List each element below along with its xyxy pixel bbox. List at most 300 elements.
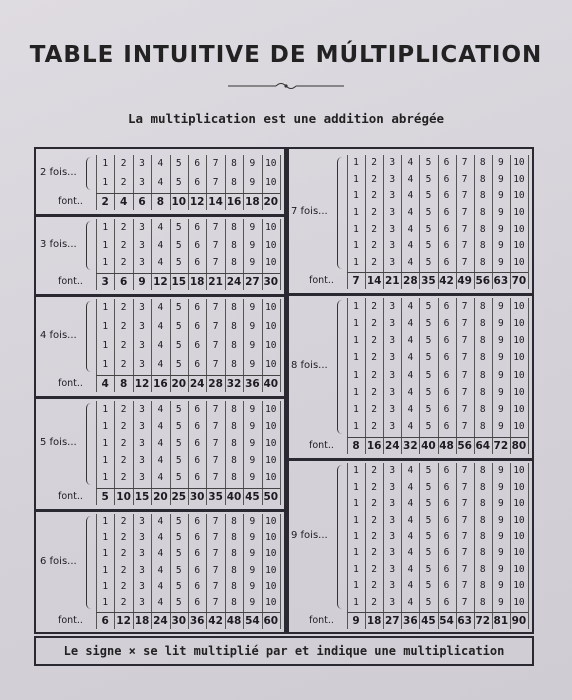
multiplicand-cell: 3	[389, 173, 396, 185]
multiplicand-cell: 2	[371, 563, 377, 575]
multiplicand-cell: 5	[175, 472, 182, 484]
product-cell: 30	[171, 615, 187, 627]
multiplicand-cell: 8	[231, 158, 237, 170]
product-cell: 40	[421, 440, 436, 452]
multiplicand-cell: 5	[175, 596, 182, 608]
product-cell: 48	[439, 440, 454, 452]
product-cell: 27	[245, 276, 260, 288]
multiplicand-cell: 1	[353, 335, 359, 347]
multiplicand-cell: 4	[407, 190, 414, 202]
multiplicand-cell: 3	[389, 256, 396, 268]
result-underline	[96, 273, 280, 274]
multiplicand-cell: 10	[265, 532, 277, 544]
multiplicand-cell: 10	[513, 317, 525, 329]
multiplicand-cell: 4	[157, 302, 164, 314]
multiplicand-cell: 9	[497, 404, 504, 416]
multiplicand-cell: 4	[407, 173, 414, 185]
multiplicand-cell: 7	[461, 465, 468, 477]
product-cell: 9	[138, 276, 146, 288]
multiplicand-cell: 5	[175, 438, 182, 449]
table-separator	[289, 293, 533, 296]
multiplicand-cell: 10	[265, 176, 277, 188]
multiplicand-cell: 3	[139, 532, 145, 544]
multiplicand-cell: 8	[231, 176, 237, 188]
multiplicand-cell: 10	[265, 339, 277, 351]
column-line	[528, 155, 529, 289]
multiplicand-cell: 9	[497, 596, 504, 608]
multiplicand-cell: 10	[513, 157, 525, 169]
multiplicand-cell: 9	[249, 516, 256, 528]
multiplicand-cell: 6	[194, 321, 201, 333]
product-cell: 72	[493, 440, 509, 452]
multiplicand-cell: 2	[120, 420, 127, 432]
multiplicand-cell: 6	[194, 532, 201, 544]
multiplicand-cell: 8	[479, 580, 486, 592]
multiplicand-cell: 2	[120, 564, 127, 576]
multiplicand-cell: 6	[194, 580, 201, 592]
product-cell: 10	[116, 491, 131, 503]
product-cell: 14	[366, 275, 382, 287]
multiplicand-cell: 4	[407, 240, 414, 252]
multiplicand-cell: 9	[497, 386, 504, 398]
multiplicand-cell: 1	[102, 403, 109, 415]
multiplicand-cell: 1	[353, 223, 359, 235]
multiplicand-cell: 6	[443, 335, 450, 347]
multiplicand-cell: 9	[249, 339, 256, 351]
multiplicand-cell: 4	[407, 547, 414, 559]
multiplicand-cell: 7	[212, 176, 219, 188]
multiplicand-cell: 9	[497, 173, 504, 185]
multiplicand-cell: 4	[157, 339, 164, 351]
multiplicand-cell: 7	[461, 514, 468, 526]
multiplicand-cell: 6	[194, 455, 201, 467]
multiplicand-cell: 4	[157, 596, 164, 608]
multiplicand-cell: 3	[139, 564, 145, 576]
multiplicand-cell: 1	[353, 596, 359, 608]
brace-icon	[86, 403, 91, 485]
multiplicand-cell: 2	[371, 481, 377, 493]
multiplicand-cell: 6	[194, 420, 201, 432]
multiplicand-cell: 4	[407, 421, 414, 433]
multiplicand-cell: 9	[249, 580, 256, 592]
multiplicand-cell: 3	[139, 403, 145, 415]
multiplicand-cell: 5	[175, 339, 182, 351]
multiplicand-cell: 7	[461, 386, 468, 398]
multiplicand-cell: 1	[102, 239, 109, 251]
multiplicand-cell: 5	[175, 257, 182, 269]
product-cell: 28	[403, 275, 418, 287]
product-cell: 20	[171, 378, 187, 390]
multiplicand-cell: 5	[425, 207, 432, 218]
multiplicand-cell: 7	[461, 547, 468, 559]
column-line	[280, 299, 281, 392]
multiplicand-cell: 5	[175, 158, 182, 170]
multiplicand-cell: 3	[389, 547, 396, 559]
multiplicand-cell: 9	[249, 358, 256, 370]
multiplicand-cell: 7	[461, 335, 468, 347]
table-label: 9 fois...	[291, 530, 328, 541]
multiplicand-cell: 3	[139, 438, 145, 449]
multiplicand-cell: 10	[265, 438, 277, 449]
multiplicand-cell: 10	[513, 421, 525, 433]
product-cell: 56	[457, 440, 472, 452]
multiplicand-cell: 9	[249, 420, 256, 432]
multiplicand-cell: 6	[443, 547, 450, 559]
multiplicand-cell: 7	[461, 300, 468, 312]
multiplicand-cell: 4	[157, 532, 164, 544]
result-label: font..	[58, 491, 83, 502]
multiplicand-cell: 6	[443, 352, 450, 364]
multiplicand-cell: 10	[513, 514, 525, 526]
multiplicand-cell: 8	[479, 300, 486, 312]
multiplicand-cell: 7	[461, 240, 468, 252]
multiplicand-cell: 5	[425, 317, 432, 329]
multiplicand-cell: 5	[425, 465, 432, 477]
multiplicand-cell: 1	[353, 190, 359, 202]
multiplicand-cell: 3	[389, 317, 396, 329]
product-cell: 35	[208, 491, 223, 503]
multiplicand-cell: 1	[353, 240, 359, 252]
multiplicand-cell: 4	[407, 317, 414, 329]
multiplicand-cell: 5	[175, 358, 182, 370]
product-cell: 9	[352, 615, 360, 627]
multiplicand-cell: 2	[371, 580, 377, 592]
multiplicand-cell: 8	[479, 256, 486, 268]
table-label: 3 fois...	[40, 238, 77, 250]
multiplicand-cell: 7	[461, 190, 468, 202]
multiplicand-cell: 5	[425, 547, 432, 559]
multiplicand-cell: 8	[479, 352, 486, 364]
multiplicand-cell: 9	[497, 240, 504, 252]
multiplicand-cell: 8	[231, 257, 237, 269]
multiplicand-cell: 9	[249, 176, 256, 188]
multiplicand-cell: 10	[265, 472, 277, 484]
multiplicand-cell: 4	[157, 158, 164, 170]
multiplicand-cell: 7	[212, 321, 219, 333]
multiplicand-cell: 6	[443, 157, 450, 169]
product-cell: 24	[153, 615, 168, 627]
multiplicand-cell: 8	[479, 369, 486, 381]
multiplicand-cell: 8	[231, 455, 237, 467]
multiplicand-cell: 8	[479, 240, 486, 252]
multiplicand-cell: 9	[497, 352, 504, 364]
multiplicand-cell: 4	[157, 548, 164, 560]
multiplicand-cell: 10	[513, 240, 525, 252]
multiplicand-cell: 1	[353, 531, 359, 542]
brace-icon	[337, 465, 342, 609]
product-cell: 32	[226, 378, 242, 390]
multiplicand-cell: 1	[102, 221, 109, 233]
multiplicand-cell: 4	[407, 514, 414, 526]
multiplicand-cell: 8	[479, 498, 486, 510]
multiplicand-cell: 1	[102, 548, 109, 560]
multiplicand-cell: 9	[497, 300, 504, 312]
footer-note: Le signe × se lit multiplié par et indique une multiplication	[34, 636, 534, 666]
result-underline	[96, 193, 280, 194]
multiplicand-cell: 8	[479, 465, 486, 477]
column-line	[280, 514, 281, 629]
product-cell: 25	[171, 491, 187, 503]
multiplicand-cell: 8	[231, 239, 237, 251]
multiplicand-cell: 1	[102, 176, 109, 188]
multiplicand-cell: 2	[120, 257, 127, 269]
multiplicand-cell: 4	[407, 596, 414, 608]
multiplicand-cell: 6	[443, 386, 450, 398]
table-separator	[36, 396, 286, 399]
multiplicand-cell: 8	[479, 190, 486, 202]
product-cell: 28	[208, 378, 223, 390]
multiplicand-cell: 3	[139, 420, 145, 432]
multiplicand-cell: 9	[249, 257, 256, 269]
product-cell: 21	[208, 276, 223, 288]
multiplicand-cell: 4	[157, 455, 164, 467]
multiplicand-cell: 7	[212, 358, 219, 370]
result-underline	[96, 612, 280, 613]
multiplicand-cell: 2	[120, 176, 127, 188]
multiplicand-cell: 3	[139, 516, 145, 528]
multiplicand-cell: 6	[194, 403, 201, 415]
multiplicand-cell: 2	[120, 455, 127, 467]
product-cell: 36	[245, 378, 260, 390]
multiplicand-cell: 5	[425, 157, 432, 169]
multiplicand-cell: 3	[389, 369, 396, 381]
multiplicand-cell: 8	[479, 207, 486, 218]
multiplicand-cell: 10	[513, 223, 525, 235]
multiplicand-cell: 2	[371, 157, 377, 169]
multiplicand-cell: 3	[389, 223, 396, 235]
multiplicand-cell: 4	[157, 516, 164, 528]
multiplicand-cell: 2	[120, 580, 127, 592]
product-cell: 12	[153, 276, 168, 288]
multiplicand-cell: 9	[249, 158, 256, 170]
multiplicand-cell: 8	[479, 563, 486, 575]
product-cell: 18	[366, 615, 382, 627]
product-cell: 12	[189, 196, 205, 208]
multiplicand-cell: 1	[353, 386, 359, 398]
multiplicand-cell: 8	[479, 421, 486, 433]
product-cell: 12	[134, 378, 150, 390]
multiplicand-cell: 3	[139, 339, 145, 351]
multiplicand-cell: 1	[102, 564, 109, 576]
multiplicand-cell: 9	[249, 548, 256, 560]
multiplicand-cell: 5	[175, 548, 182, 560]
multiplicand-cell: 4	[407, 404, 414, 416]
product-cell: 27	[384, 615, 400, 627]
product-cell: 49	[457, 275, 472, 287]
multiplicand-cell: 1	[102, 580, 109, 592]
product-cell: 54	[439, 615, 454, 627]
multiplicand-cell: 6	[443, 596, 450, 608]
multiplicand-cell: 4	[157, 564, 164, 576]
multiplicand-cell: 2	[371, 256, 377, 268]
multiplicand-cell: 5	[175, 580, 182, 592]
multiplicand-cell: 1	[102, 321, 109, 333]
multiplicand-cell: 4	[157, 221, 164, 233]
multiplicand-cell: 7	[212, 257, 219, 269]
multiplicand-cell: 3	[139, 580, 145, 592]
multiplicand-cell: 9	[249, 438, 256, 449]
multiplicand-cell: 8	[231, 548, 237, 560]
multiplicand-cell: 3	[139, 358, 145, 370]
multiplicand-cell: 5	[425, 256, 432, 268]
multiplicand-cell: 3	[389, 481, 396, 493]
multiplicand-cell: 2	[371, 386, 377, 398]
multiplicand-cell: 5	[425, 386, 432, 398]
multiplicand-cell: 4	[407, 300, 414, 312]
multiplicand-cell: 2	[120, 302, 127, 314]
multiplicand-cell: 8	[231, 472, 237, 484]
multiplicand-cell: 8	[231, 321, 237, 333]
column-line	[280, 155, 281, 210]
multiplicand-cell: 1	[102, 302, 109, 314]
multiplicand-cell: 8	[479, 173, 486, 185]
multiplicand-cell: 2	[120, 321, 127, 333]
multiplicand-cell: 1	[102, 420, 109, 432]
multiplicand-cell: 9	[497, 498, 504, 510]
multiplicand-cell: 1	[353, 498, 359, 510]
multiplicand-cell: 5	[425, 335, 432, 347]
multiplicand-cell: 9	[249, 239, 256, 251]
multiplicand-cell: 10	[265, 455, 277, 467]
product-cell: 7	[352, 275, 360, 287]
multiplicand-cell: 2	[120, 403, 127, 415]
multiplicand-cell: 1	[353, 173, 359, 185]
product-cell: 42	[208, 615, 223, 627]
multiplicand-cell: 4	[407, 335, 414, 347]
multiplicand-cell: 6	[443, 498, 450, 510]
product-cell: 15	[134, 491, 150, 503]
product-cell: 18	[189, 276, 205, 288]
multiplicand-cell: 10	[265, 221, 277, 233]
multiplicand-cell: 5	[425, 173, 432, 185]
column-line	[528, 463, 529, 629]
multiplicand-cell: 2	[371, 173, 377, 185]
multiplicand-cell: 3	[139, 158, 145, 170]
product-cell: 6	[138, 196, 146, 208]
product-cell: 36	[189, 615, 205, 627]
multiplicand-cell: 4	[157, 438, 164, 449]
multiplicand-cell: 10	[265, 564, 277, 576]
result-underline	[347, 272, 528, 273]
product-cell: 40	[263, 378, 279, 390]
multiplicand-cell: 9	[249, 564, 256, 576]
multiplicand-cell: 7	[461, 481, 468, 493]
multiplicand-cell: 3	[389, 498, 396, 510]
multiplicand-cell: 10	[265, 158, 277, 170]
multiplicand-cell: 7	[461, 498, 468, 510]
multiplicand-cell: 9	[497, 421, 504, 433]
multiplicand-cell: 2	[120, 221, 127, 233]
multiplicand-cell: 2	[371, 240, 377, 252]
multiplicand-cell: 8	[231, 596, 237, 608]
multiplicand-cell: 1	[102, 596, 109, 608]
product-cell: 63	[493, 275, 509, 287]
multiplicand-cell: 1	[353, 157, 359, 169]
multiplicand-cell: 3	[139, 221, 145, 233]
product-cell: 35	[421, 275, 436, 287]
product-cell: 15	[171, 276, 187, 288]
multiplicand-cell: 8	[231, 564, 237, 576]
multiplicand-cell: 10	[513, 256, 525, 268]
multiplicand-cell: 1	[353, 317, 359, 329]
multiplicand-cell: 9	[249, 532, 256, 544]
multiplicand-cell: 3	[139, 176, 145, 188]
multiplicand-cell: 4	[407, 498, 414, 510]
multiplicand-cell: 6	[443, 173, 450, 185]
multiplicand-cell: 7	[461, 157, 468, 169]
multiplicand-cell: 5	[175, 455, 182, 467]
product-cell: 48	[226, 615, 242, 627]
product-cell: 10	[171, 196, 187, 208]
multiplicand-cell: 4	[157, 403, 164, 415]
multiplicand-cell: 3	[139, 472, 145, 484]
multiplicand-cell: 2	[371, 421, 377, 433]
multiplicand-cell: 10	[513, 563, 525, 575]
multiplicand-cell: 6	[194, 472, 201, 484]
multiplicand-cell: 9	[249, 455, 256, 467]
multiplicand-cell: 10	[265, 420, 277, 432]
multiplicand-cell: 7	[212, 339, 219, 351]
multiplicand-cell: 10	[513, 173, 525, 185]
multiplicand-cell: 8	[479, 386, 486, 398]
multiplicand-cell: 7	[212, 548, 219, 560]
result-label: font..	[309, 275, 334, 286]
multiplicand-cell: 2	[120, 596, 127, 608]
multiplicand-cell: 8	[479, 157, 486, 169]
brace-icon	[86, 301, 91, 372]
multiplicand-cell: 6	[443, 563, 450, 575]
multiplicand-cell: 2	[371, 465, 377, 477]
multiplicand-cell: 8	[231, 420, 237, 432]
multiplicand-cell: 9	[249, 472, 256, 484]
multiplicand-cell: 5	[425, 240, 432, 252]
table-separator	[36, 214, 286, 217]
multiplicand-cell: 7	[212, 516, 219, 528]
multiplicand-cell: 5	[175, 420, 182, 432]
multiplicand-cell: 5	[425, 352, 432, 364]
product-cell: 18	[134, 615, 150, 627]
multiplicand-cell: 6	[443, 240, 450, 252]
multiplicand-cell: 10	[513, 596, 525, 608]
multiplicand-cell: 4	[407, 369, 414, 381]
multiplicand-cell: 5	[425, 596, 432, 608]
multiplicand-cell: 9	[497, 547, 504, 559]
product-cell: 32	[403, 440, 418, 452]
product-cell: 30	[263, 276, 279, 288]
multiplicand-cell: 1	[102, 516, 109, 528]
multiplicand-cell: 5	[175, 239, 182, 251]
product-cell: 4	[119, 196, 128, 208]
product-cell: 16	[366, 440, 382, 452]
multiplicand-cell: 1	[353, 256, 359, 268]
product-cell: 8	[352, 440, 360, 452]
multiplicand-cell: 1	[102, 532, 109, 544]
multiplicand-cell: 3	[389, 190, 396, 202]
multiplicand-cell: 10	[513, 207, 525, 218]
multiplicand-cell: 3	[389, 240, 396, 252]
multiplicand-cell: 6	[443, 190, 450, 202]
multiplicand-cell: 5	[175, 302, 182, 314]
multiplicand-cell: 6	[443, 580, 450, 592]
multiplicand-cell: 5	[175, 564, 182, 576]
multiplicand-cell: 7	[212, 403, 219, 415]
multiplicand-cell: 8	[479, 223, 486, 235]
multiplicand-cell: 3	[389, 335, 396, 347]
multiplicand-cell: 9	[497, 514, 504, 526]
multiplicand-cell: 2	[371, 498, 377, 510]
multiplicand-cell: 3	[139, 596, 145, 608]
multiplicand-cell: 4	[407, 481, 414, 493]
